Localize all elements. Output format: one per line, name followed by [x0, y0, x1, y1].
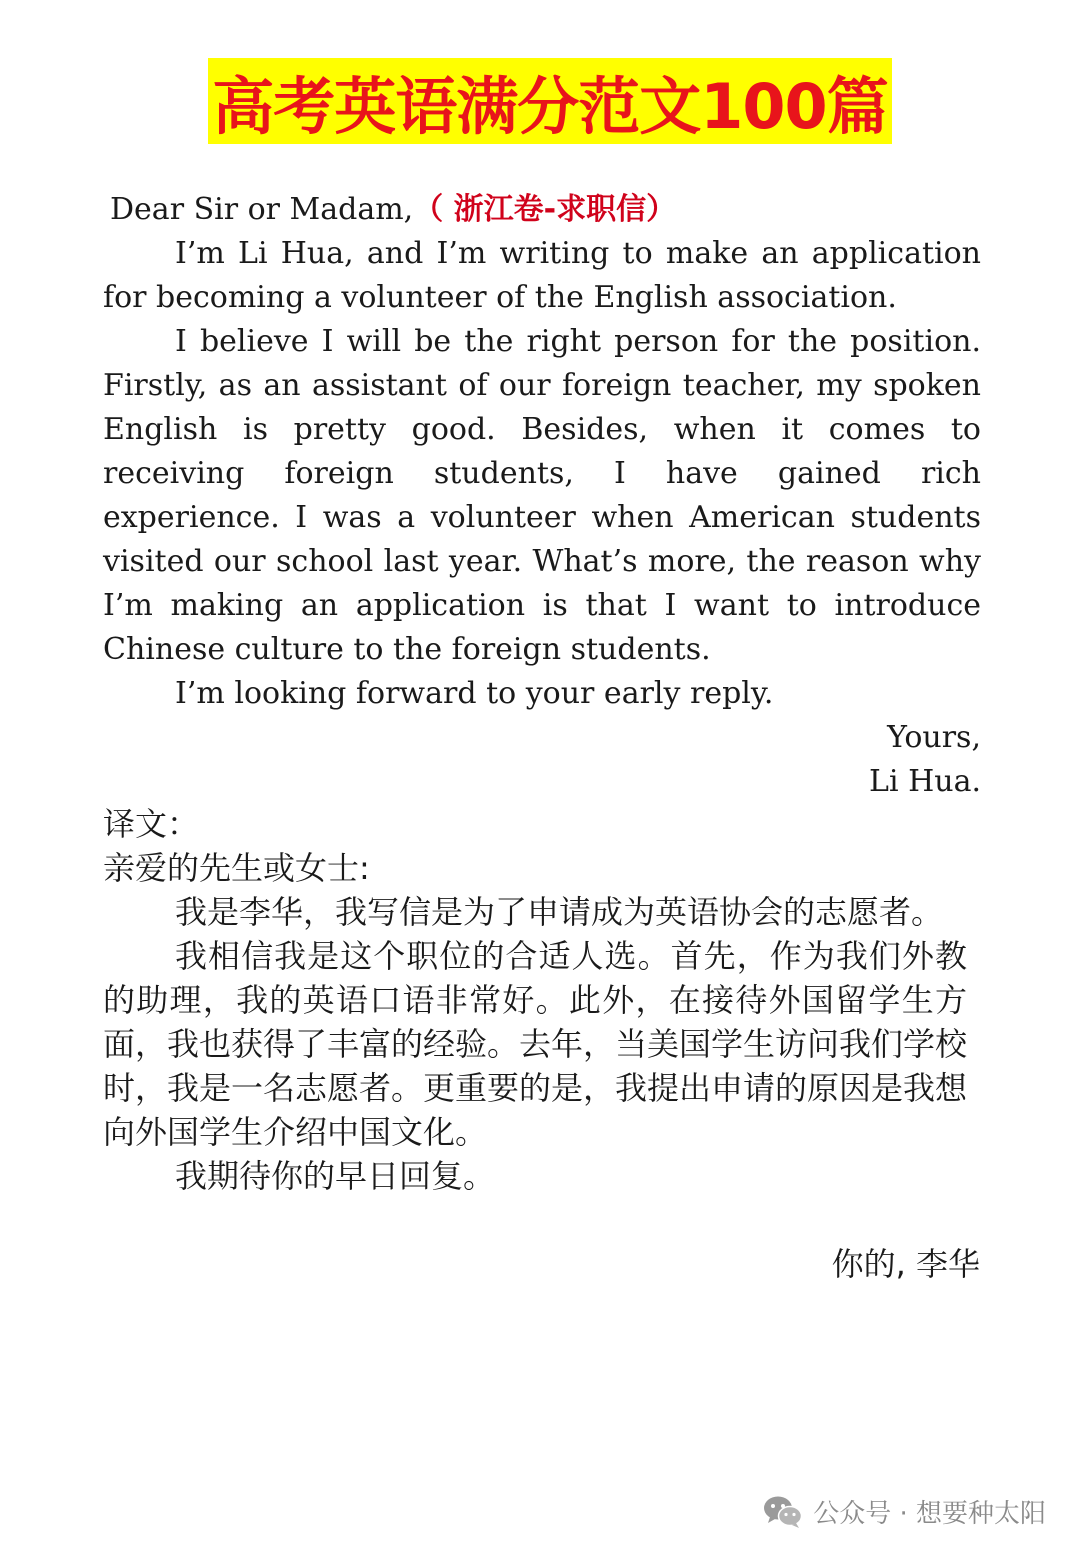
- letter-paragraph-1: I’m Li Hua, and I’m writing to make an application for becoming a volunteer of the English association.: [103, 236, 981, 315]
- exam-source-tag: （ 浙江卷-求职信）: [413, 192, 677, 227]
- title-banner: [208, 58, 892, 144]
- letter-paragraph-2: I believe I will be the right person for the position. Firstly, as an assistant of our foreign teacher, my spoken English is pretty good. Besides, when it comes to receiving foreign students, I have gained rich experience. I was a volunteer when American students visited our school last year. What’s more, the reason why I’m making an application is that I want to introduce Chinese culture to the foreign students.: [103, 324, 981, 667]
- translation-label: 译文：: [103, 805, 200, 843]
- translation-greeting: 亲爱的先生或女士:: [103, 849, 370, 887]
- chinese-translation: [103, 802, 967, 1198]
- watermark-text: 公众号 · 想要种太阳: [813, 1499, 1046, 1529]
- letter-salutation: Dear Sir or Madam,: [110, 192, 414, 227]
- page-title: 高考英语满分范文100篇: [212, 69, 888, 143]
- translation-signoff: 你的, 李华: [831, 1245, 980, 1283]
- letter-paragraph-3: I’m looking forward to your early reply.: [175, 676, 774, 711]
- translation-paragraph-1: 我是李华，我写信是为了申请成为英语协会的志愿者。: [175, 893, 944, 931]
- watermark: [763, 1493, 1046, 1530]
- english-letter: [103, 188, 981, 804]
- wechat-icon: [763, 1495, 803, 1529]
- translation-paragraph-3: 我期待你的早日回复。: [175, 1157, 496, 1195]
- letter-closing: Yours,: [887, 720, 981, 755]
- letter-signature: Li Hua.: [869, 764, 981, 799]
- letter-salutation-line: [103, 188, 981, 232]
- translation-paragraph-2: 我相信我是这个职位的合适人选。首先，作为我们外教的助理，我的英语口语非常好。此外，在接待外国留学生方面，我也获得了丰富的经验。去年，当美国学生访问我们学校时，我是一名志愿者。更重要的是，我提出申请的原因是我想向外国学生介绍中国文化。: [103, 937, 968, 1151]
